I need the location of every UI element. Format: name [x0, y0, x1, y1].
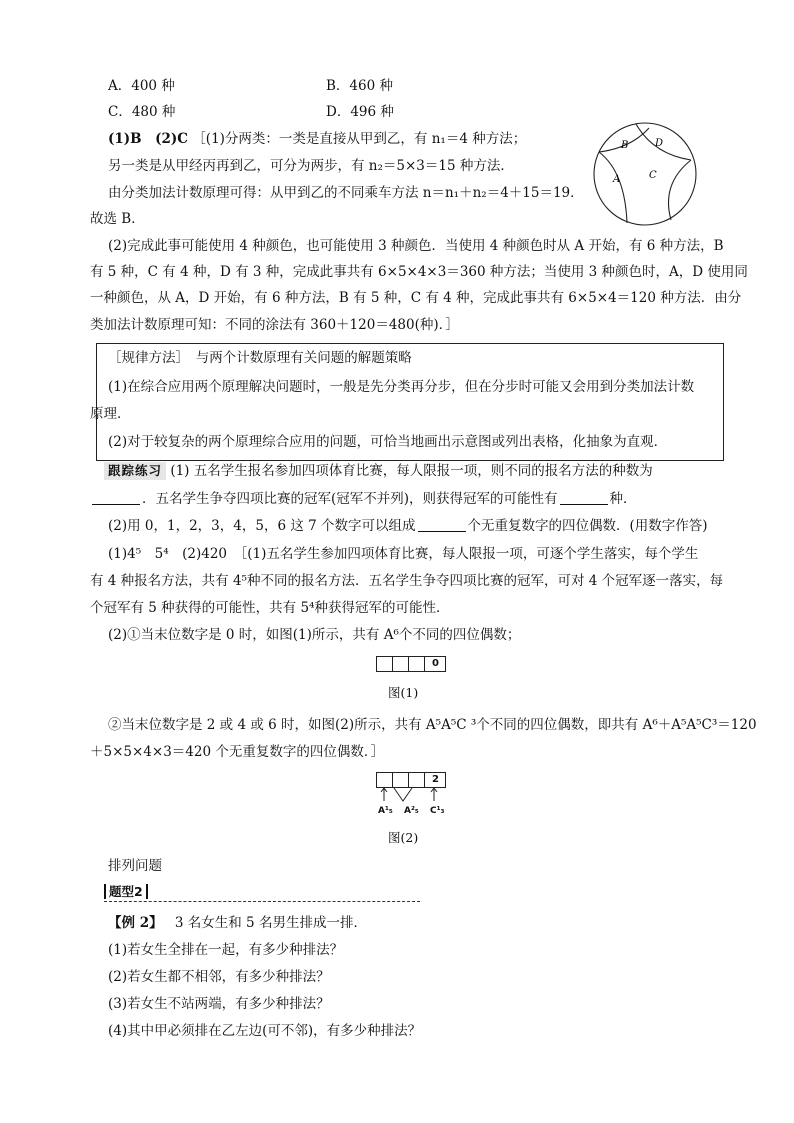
example-stem: 3 名女生和 5 名男生排成一排．: [174, 915, 367, 931]
figure-2-label: A¹₅: [378, 806, 393, 816]
practice-tag: 跟踪练习: [104, 462, 166, 480]
answer-blank: [560, 492, 608, 505]
method-box-title: ［规律方法］ 与两个计数原理有关问题的解题策略: [108, 350, 412, 366]
section-divider: [104, 901, 420, 902]
option-b: B．460 种: [326, 78, 393, 94]
figure-2-boxes: [376, 772, 446, 788]
practice-q2-text2: 个无重复数字的四位偶数．(用数字作答): [467, 518, 708, 534]
example-label: 【例 2】: [108, 915, 163, 931]
practice-answer-line: 个冠军有 5 种获得的可能性，共有 5⁴种获得冠军的可能性．: [90, 600, 450, 616]
practice-q1-text3: 种．: [609, 491, 637, 507]
practice-answer-line: (2)①当末位数字是 0 时，如图(1)所示，共有 A⁶个不同的四位偶数；: [108, 627, 521, 643]
method-box-line: (2)对于较复杂的两个原理综合应用的问题，可恰当地画出示意图或列出表格，化抽象为直观．: [108, 434, 668, 450]
practice-answer-line: ＋5×5×4×3＝420 个无重复数字的四位偶数．］: [90, 744, 385, 760]
figure-2-digit: 2: [432, 774, 439, 785]
solution-line: (2)完成此事可能使用 4 种颜色，也可能使用 3 种颜色．当使用 4 种颜色时从 A 开始，有 6 种方法，B: [108, 238, 724, 254]
option-d: D．496 种: [326, 104, 394, 120]
option-a: A．400 种: [108, 78, 175, 94]
practice-q2-text: (2)用 0，1，2，3，4，5，6 这 7 个数字可以组成: [108, 518, 416, 534]
figure-1-boxes: [376, 656, 446, 672]
practice-answer-line: ②当末位数字是 2 或 4 或 6 时，如图(2)所示，共有 A⁵A⁵C ³个不同的四位偶数，即共有 A⁶＋A⁵A⁵C³＝120: [108, 717, 757, 733]
option-c: C．480 种: [108, 104, 176, 120]
solution-line: 另一类是从甲经丙再到乙，可分为两步，有 n₂＝5×3＝15 种方法．: [108, 158, 514, 174]
method-box-line: (1)在综合应用两个原理解决问题时，一般是先分类再分步，但在分步时可能又会用到分类加法计数: [108, 379, 695, 395]
method-box-line: 原理．: [90, 406, 131, 422]
answer-line-1: [108, 130, 526, 148]
solution-line: 有 5 种，C 有 4 种，D 有 3 种，完成此事共有 6×5×4×3＝360 种方法；当使用 3 种颜色时，A，D 使用同: [90, 264, 748, 280]
practice-answer-line: (1)4⁵ 5⁴ (2)420 ［(1)五名学生参加四项体育比赛，每人限报一项，可逐个学生落实，每个学生: [108, 546, 699, 562]
region-label-a: A: [613, 174, 621, 185]
practice-q1-text2: ．五名学生争夺四项比赛的冠军(冠军不并列)，则获得冠军的可能性有: [142, 491, 558, 507]
practice-q1-line: [104, 462, 653, 480]
answer-blank: [92, 492, 140, 505]
region-label-c: C: [649, 170, 657, 181]
answer-blank: [418, 519, 466, 532]
figure-2-caption: 图(2): [388, 830, 419, 845]
practice-q1-line2: [90, 490, 637, 508]
solution-line: 类加法计数原理可知：不同的涂法有 360＋120＝480(种)．］: [90, 317, 459, 333]
answer-intro-text: ［(1)分两类：一类是直接从甲到乙，有 n₁＝4 种方法；: [192, 131, 527, 147]
figure-2-labels: [378, 805, 445, 817]
figure-2-arrows: [376, 787, 446, 805]
figure-1-digit: 0: [432, 658, 439, 669]
practice-answer-line: 有 4 种报名方法，共有 4⁵种不同的报名方法．五名学生争夺四项比赛的冠军，可对 4 个冠军逐一落实，每: [90, 573, 724, 589]
region-label-d: D: [655, 138, 664, 149]
example-question: (4)其中甲必须排在乙左边(可不邻)，有多少种排法？: [108, 1023, 422, 1039]
example-question: (1)若女生全排在一起，有多少种排法？: [108, 942, 344, 958]
solution-line: 故选 B．: [90, 211, 145, 227]
figure-2-label: C¹₃: [430, 806, 445, 816]
solution-line: 由分类加法计数原理可得：从甲到乙的不同乘车方法 n＝n₁＋n₂＝4＋15＝19．: [108, 185, 584, 201]
example-question: (2)若女生都不相邻，有多少种排法？: [108, 969, 330, 985]
answer-label: (1)B (2)C: [108, 131, 188, 147]
example-stem-line: [108, 914, 367, 932]
type-tag-label: 题型2: [104, 884, 148, 899]
practice-q2-line: [108, 517, 708, 535]
region-label-b: B: [621, 140, 629, 151]
figure-2-label: A²₅: [404, 806, 419, 816]
figure-1-caption: 图(1): [388, 685, 419, 700]
practice-q1-text: (1) 五名学生报名参加四项体育比赛，每人限报一项，则不同的报名方法的种数为: [170, 463, 653, 479]
region-coloring-diagram: [591, 120, 699, 228]
type-tag: [104, 883, 148, 901]
section-title: 排列问题: [108, 858, 162, 874]
example-question: (3)若女生不站两端，有多少种排法？: [108, 996, 330, 1012]
solution-line: 一种颜色，从 A，D 开始，有 6 种方法，B 有 5 种，C 有 4 种，完成此事共有 6×5×4＝120 种方法．由分: [90, 290, 742, 306]
